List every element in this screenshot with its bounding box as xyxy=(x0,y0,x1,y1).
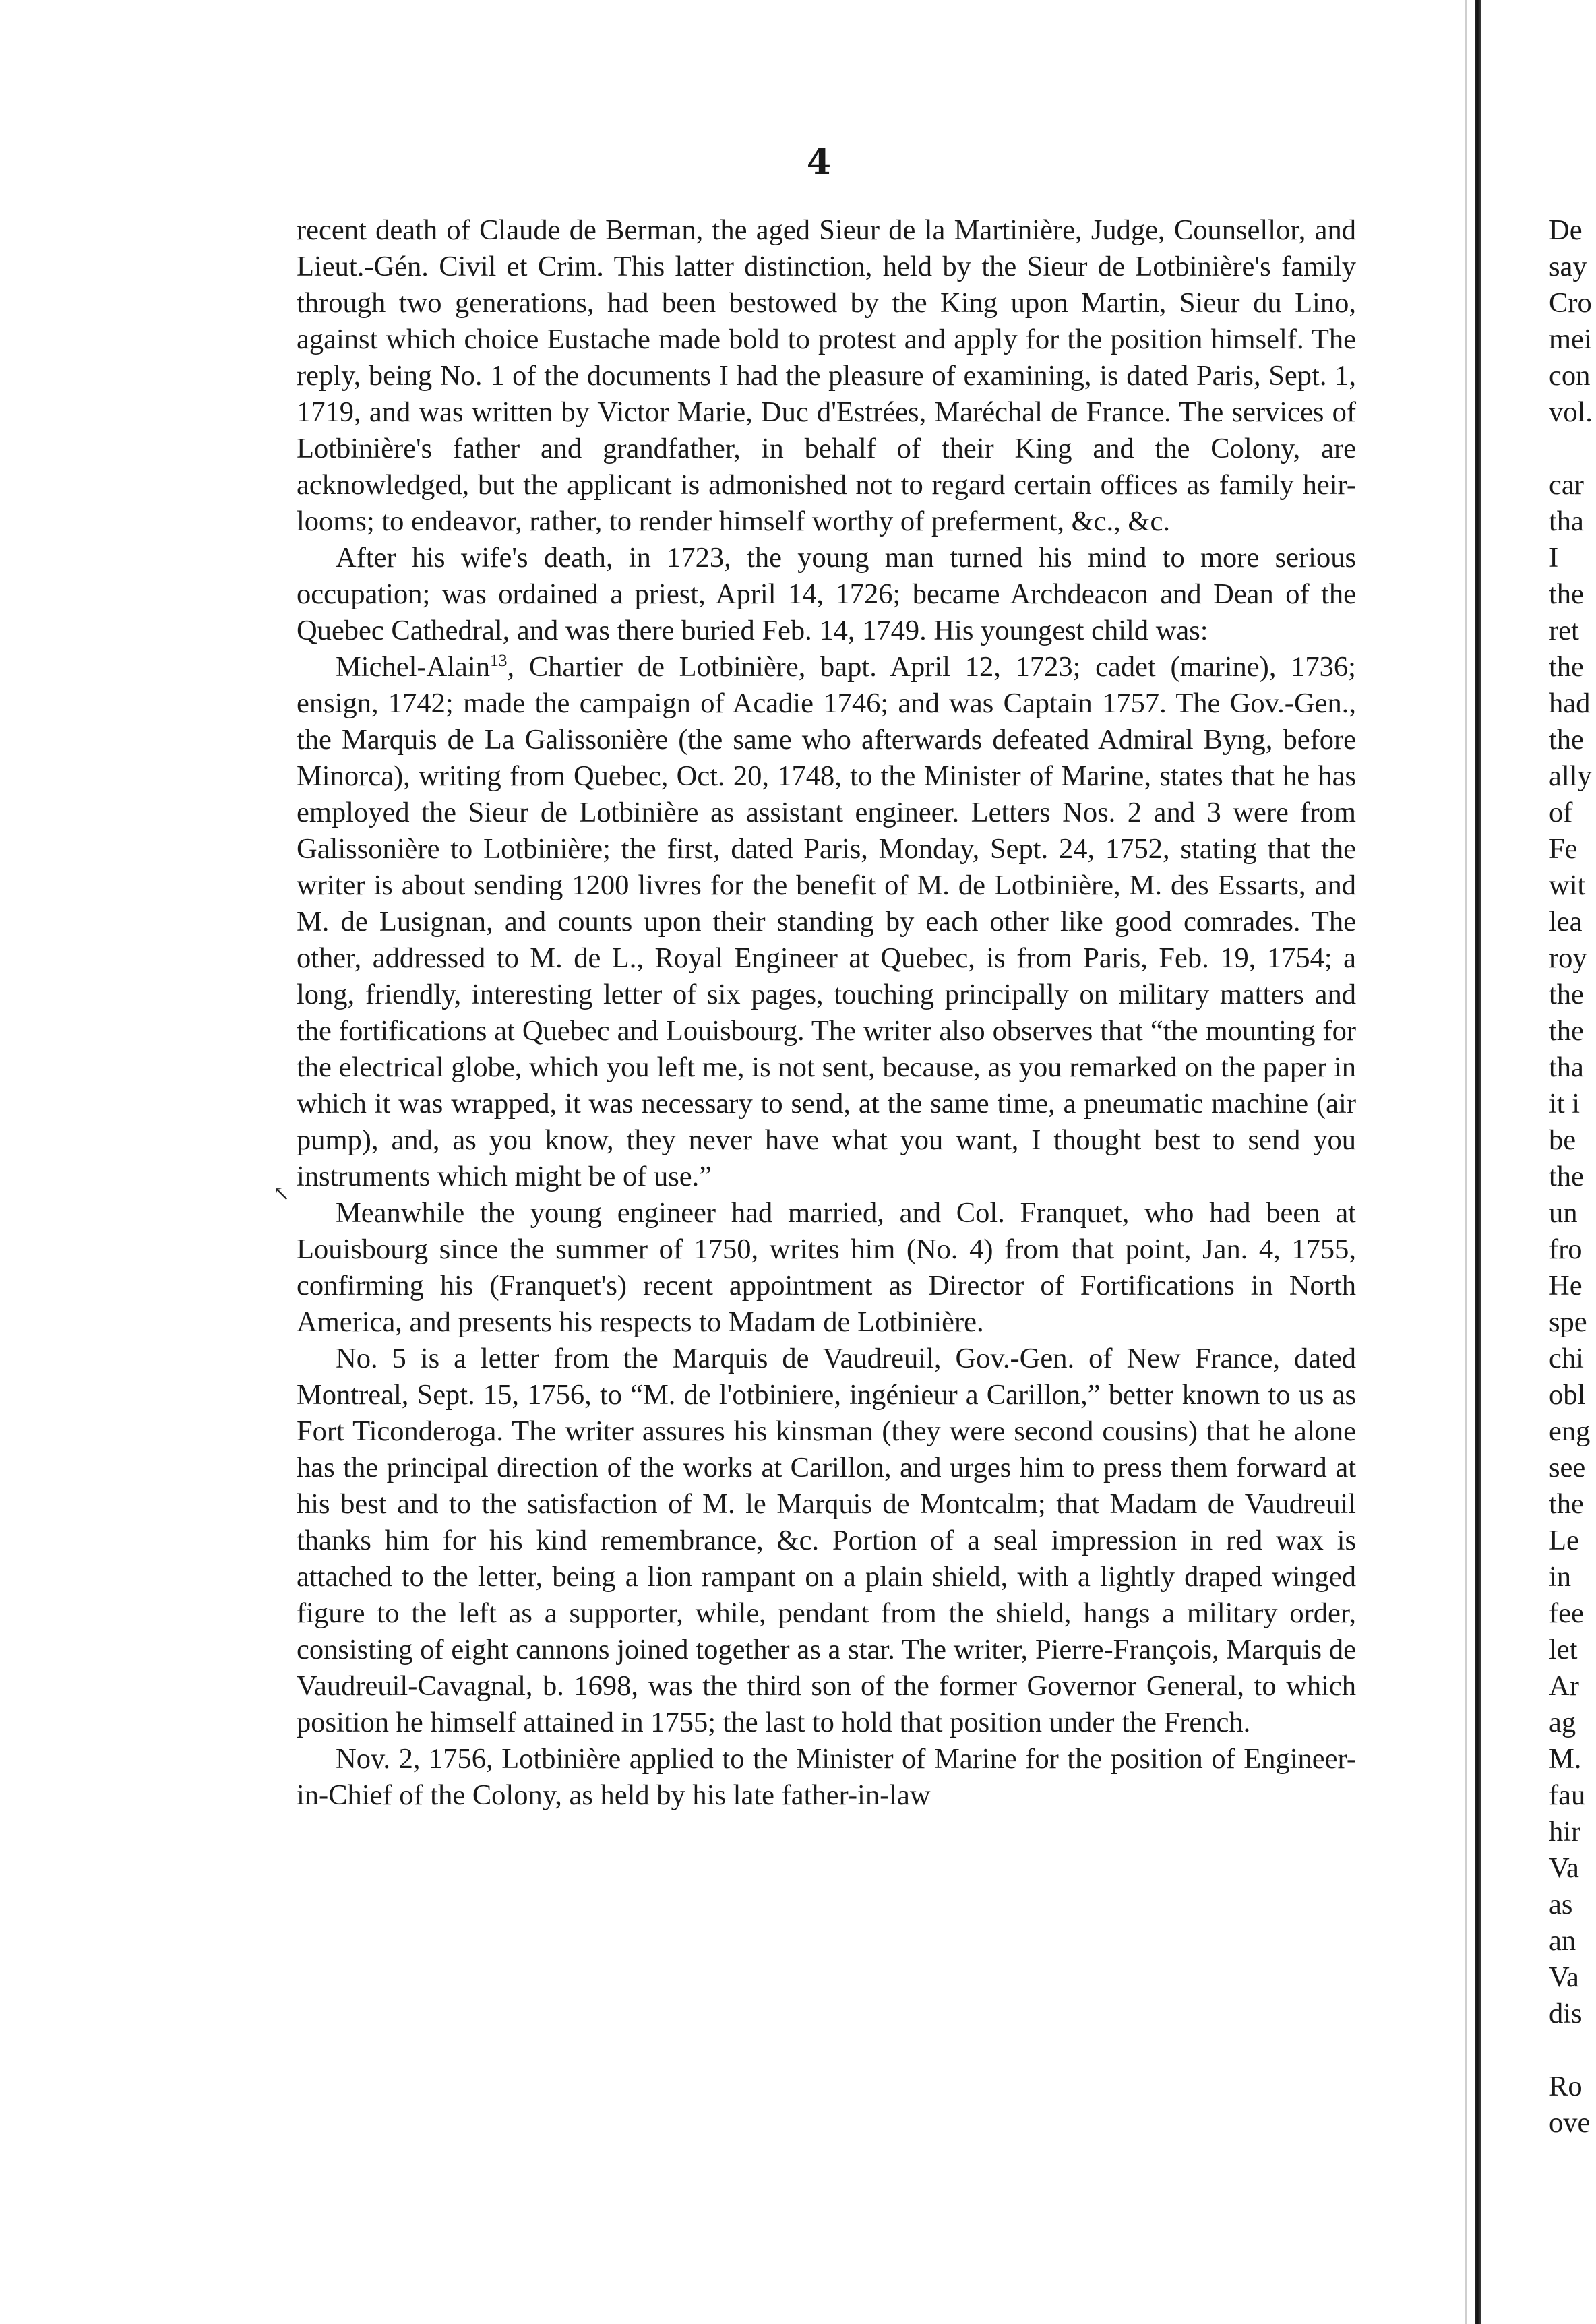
next-page-fragment: Ro xyxy=(1549,2071,1583,2102)
paragraph-4: Meanwhile the young engineer had married, and Col. Franquet, who had been at Louisbourg since the summer of 1750, writes him (No. 4) from that point, Jan. 4, 1755, confirming his (Franquet's) recent appointment as Director of Fortifications in North America, and presents his respects to Madam de Lotbinière. xyxy=(297,1197,1356,1338)
main-text-column xyxy=(297,212,1356,1814)
paragraph-2: After his wife's death, in 1723, the young man turned his mind to more serious occupation; was ordained a priest, April 14, 1726; became Archdeacon and Dean of the Quebec Cathedral, and was there buried Feb. 14, 1749. His youngest child was: xyxy=(297,542,1356,646)
next-page-fragment: ret xyxy=(1549,615,1579,646)
next-page-fragment: the xyxy=(1549,1015,1584,1047)
next-page-fragment: eng xyxy=(1549,1415,1591,1447)
next-page-fragment: say xyxy=(1549,251,1587,282)
book-gutter xyxy=(1475,0,1481,2324)
next-page-fragment: see xyxy=(1549,1452,1586,1484)
next-page-fragment: wit xyxy=(1549,869,1586,901)
next-page-fragment: Fe xyxy=(1549,833,1578,865)
next-page-fragment: vol. xyxy=(1549,396,1593,428)
next-page-fragment: an xyxy=(1549,1925,1576,1957)
next-page-fragment: hir xyxy=(1549,1816,1581,1847)
next-page-fragment: had xyxy=(1549,687,1591,719)
next-page-fragment: Ar xyxy=(1549,1670,1579,1702)
next-page-fragment: tha xyxy=(1549,506,1584,537)
next-page-fragment: it i xyxy=(1549,1088,1580,1120)
paragraph-1: recent death of Claude de Berman, the aged Sieur de la Martinière, Judge, Counsellor, and Lieut.-Gén. Civil et Crim. This latter distinction, held by the Sieur de Lotbinière's family through two generations, had been bestowed by the King upon Martin, Sieur du Lino, against which choice Eustache made bold to protest and apply for the position himself. The reply, being No. 1 of the documents I had the pleasure of examining, is dated Paris, Sept. 1, 1719, and was written by Victor Marie, Duc d'Estrées, Maréchal de France. The services of Lotbinière's father and grandfather, in behalf of their King and the Colony, are acknowledged, but the applicant is admonished not to regard certain offices as family heir-looms; to endeavor, rather, to render himself worthy of preferment, &c., &c. xyxy=(297,214,1356,537)
next-page-fragment: be xyxy=(1549,1124,1576,1156)
next-page-fragment xyxy=(1549,431,1596,467)
next-page-fragment: ally xyxy=(1549,760,1592,792)
next-page-fragment: spe xyxy=(1549,1306,1587,1338)
next-page-fragment: of xyxy=(1549,797,1573,828)
next-page-fragment: as xyxy=(1549,1889,1573,1920)
next-page-fragment: roy xyxy=(1549,942,1587,974)
next-page-fragment: the xyxy=(1549,724,1584,756)
next-page-fragment: let xyxy=(1549,1634,1578,1665)
next-page-fragment: M. xyxy=(1549,1743,1582,1775)
next-page-fragment: car xyxy=(1549,469,1584,501)
next-page-fragment: fee xyxy=(1549,1597,1584,1629)
next-page-fragment: Cro xyxy=(1549,287,1592,319)
next-page-fragment: fro xyxy=(1549,1233,1583,1265)
next-page-fragment: con xyxy=(1549,360,1591,392)
paragraph-3-name: Michel-Alain xyxy=(336,651,490,683)
page-number: 4 xyxy=(806,142,832,183)
next-page-fragment: obl xyxy=(1549,1379,1586,1411)
next-page-fragment: fau xyxy=(1549,1779,1586,1811)
next-page-fragment: lea xyxy=(1549,906,1583,938)
next-page-fragment: the xyxy=(1549,578,1584,610)
paragraph-5: No. 5 is a letter from the Marquis de Vaudreuil, Gov.-Gen. of New France, dated Montreal, Sept. 15, 1756, to “M. de l'otbiniere, ingénieur a Carillon,” better known to us as Fort Ticonderoga. The writer assures his kinsman (they were second cousins) that he alone has the principal direction of the works at Carillon, and urges him to press them forward at his best and to the satisfaction of M. le Marquis de Montcalm; that Madam de Vaudreuil thanks him for his kind remembrance, &c. Portion of a seal impression in red wax is attached to the letter, being a lion rampant on a plain shield, with a lightly draped winged figure to the left as a supporter, while, pendant from the shield, hangs a military order, consisting of eight cannons joined together as a star. The writer, Pierre-François, Marquis de Vaudreuil-Cavagnal, b. 1698, was the third son of the former Governor General, to which position he himself attained in 1755; the last to hold that position under the French. xyxy=(297,1343,1356,1738)
next-page-fragment: the xyxy=(1549,1161,1584,1192)
page-fold-shadow xyxy=(1465,0,1467,2324)
next-page-fragment: He xyxy=(1549,1270,1583,1302)
footnote-ref-13: 13 xyxy=(489,650,508,670)
next-page-fragment: in xyxy=(1549,1561,1572,1593)
paragraph-6: Nov. 2, 1756, Lotbinière applied to the Minister of Marine for the position of Engineer-in-Chief of the Colony, as held by his late father-in-law xyxy=(297,1743,1356,1811)
next-page-fragment: dis xyxy=(1549,1998,1583,2029)
next-page-fragment: De xyxy=(1549,214,1583,246)
next-page-edge-text xyxy=(1549,212,1596,2141)
next-page-fragment: un xyxy=(1549,1197,1578,1229)
next-page-fragment: Va xyxy=(1549,1852,1579,1884)
paragraph-3-body: , Chartier de Lotbinière, bapt. April 12, 1723; cadet (marine), 1736; ensign, 1742; made the campaign of Acadie 1746; and was Captain 1757. The Gov.-Gen., the Marquis de La Galissonière (the same who afterwards defeated Admiral Byng, before Minorca), writing from Quebec, Oct. 20, 1748, to the Minister of Marine, states that he has employed the Sieur de Lotbinière as assistant engineer. Letters Nos. 2 and 3 were from Galissonière to Lotbinière; the first, dated Paris, Monday, Sept. 24, 1752, stating that the writer is about sending 1200 livres for the benefit of M. de Lotbinière, M. des Essarts, and M. de Lusignan, and counts upon their standing by each other like good comrades. The other, addressed to M. de L., Royal Engineer at Quebec, is from Paris, Feb. 19, 1754; a long, friendly, interesting letter of six pages, touching principally on military matters and the fortifications at Quebec and Louisbourg. The writer also observes that “the mounting for the electrical globe, which you left me, is not sent, because, as you remarked on the paper in which it was wrapped, it was necessary to send, at the same time, a pneumatic machine (air pump), and, as you know, they never have what you want, I thought best to send you instruments which might be of use.” xyxy=(297,651,1356,1192)
next-page-fragment: the xyxy=(1549,1488,1584,1520)
next-page-fragment: Va xyxy=(1549,1961,1579,1993)
next-page-fragment: I xyxy=(1549,542,1559,574)
next-page-fragment: ag xyxy=(1549,1707,1576,1738)
next-page-fragment: mei xyxy=(1549,324,1592,355)
next-page-fragment: tha xyxy=(1549,1051,1584,1083)
next-page-fragment: Le xyxy=(1549,1525,1579,1556)
paragraph-3 xyxy=(297,649,1356,1195)
next-page-fragment: ove xyxy=(1549,2107,1591,2139)
next-page-fragment: chi xyxy=(1549,1343,1584,1374)
margin-mark: ↖ xyxy=(273,1182,290,1206)
next-page-fragment: the xyxy=(1549,979,1584,1010)
next-page-fragment xyxy=(1549,2032,1596,2069)
next-page-fragment: the xyxy=(1549,651,1584,683)
